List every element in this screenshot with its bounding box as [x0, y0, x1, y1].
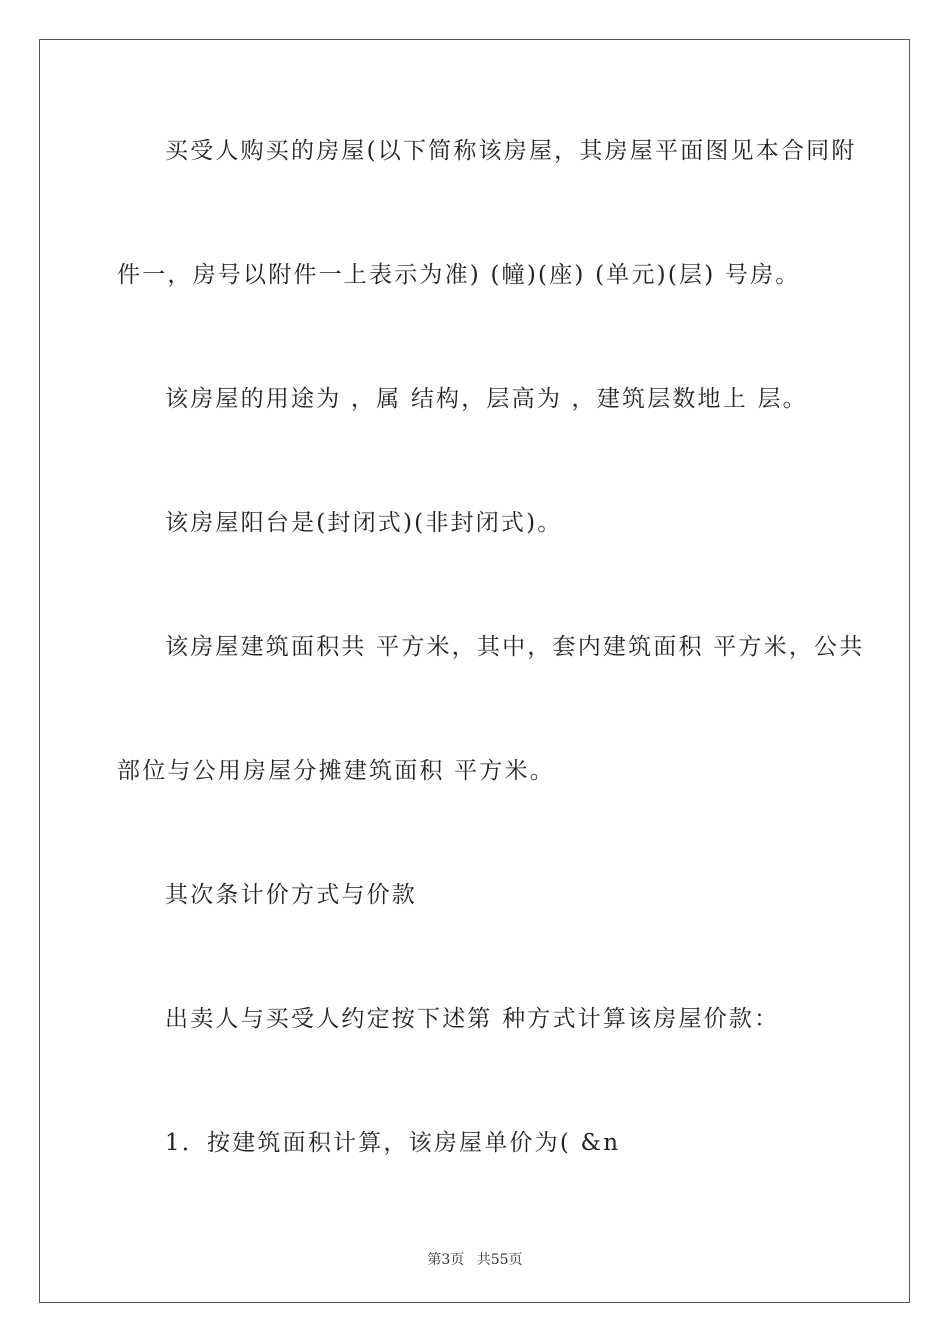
page-border: [39, 39, 910, 1303]
paragraph-line-1: 买受人购买的房屋(以下简称该房屋，其房屋平面图见本合同附: [165, 138, 857, 164]
paragraph-line-8: 出卖人与买受人约定按下述第 种方式计算该房屋价款：: [165, 1006, 780, 1032]
page-footer: [0, 1251, 950, 1269]
paragraph-line-6: 部位与公用房屋分摊建筑面积 平方米。: [117, 758, 555, 784]
page-total: 共55页: [476, 1252, 523, 1268]
paragraph-line-5: 该房屋建筑面积共 平方米，其中，套内建筑面积 平方米，公共: [165, 634, 865, 660]
paragraph-line-2: 件一，房号以附件一上表示为准) (幢)(座) (单元)(层) 号房。: [117, 262, 801, 288]
paragraph-line-9: 1．按建筑面积计算，该房屋单价为( &n: [165, 1130, 621, 1156]
paragraph-line-4: 该房屋阳台是(封闭式)(非封闭式)。: [165, 510, 563, 536]
section-heading: 其次条计价方式与价款: [165, 882, 417, 908]
paragraph-line-3: 该房屋的用途为 ，属 结构，层高为 ，建筑层数地上 层。: [165, 386, 808, 412]
page-number: 第3页: [427, 1252, 465, 1268]
